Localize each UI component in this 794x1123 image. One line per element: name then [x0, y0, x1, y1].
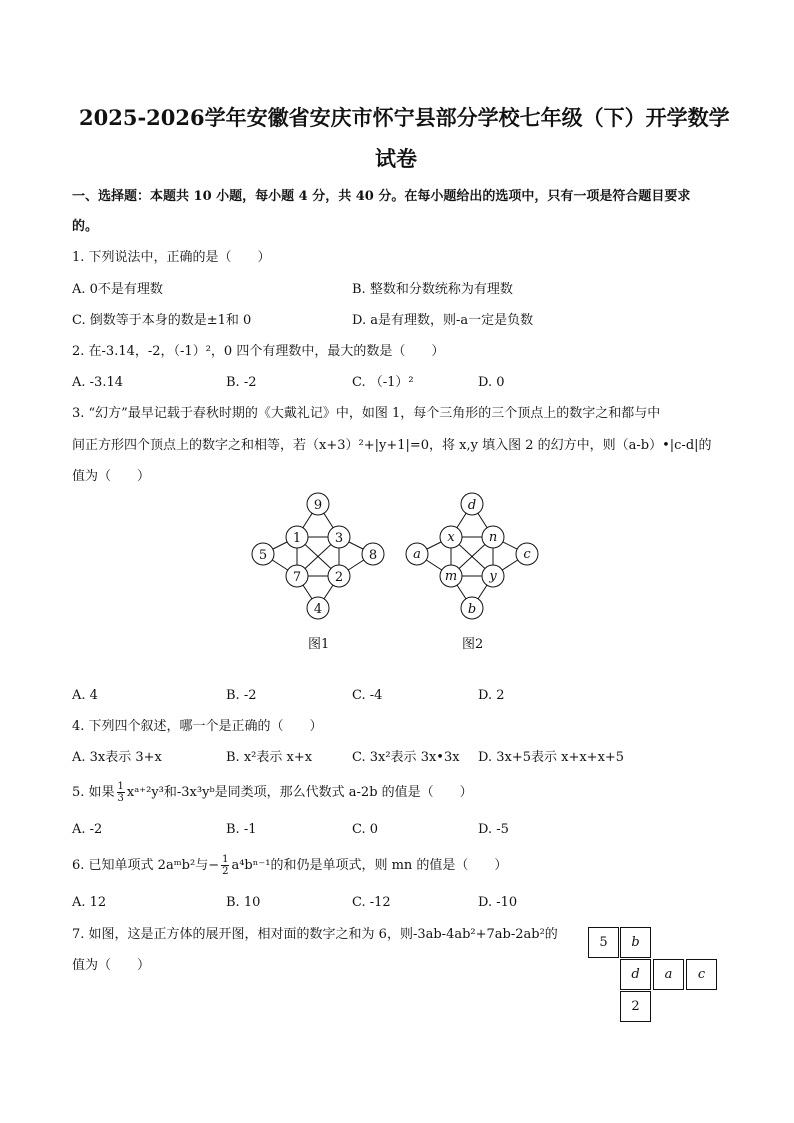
section-heading-line-1: 一、选择题：本题共 10 小题，每小题 4 分，共 40 分。在每小题给出的选项中，只有一项是符合题目要求 — [72, 189, 691, 204]
q1-option-c: C. 倒数等于本身的数是±1和 0 — [72, 313, 252, 328]
title-line-2: 试卷 — [375, 146, 417, 171]
fig1-node-top: 9 — [313, 498, 323, 513]
fig2-node-right: c — [523, 547, 531, 562]
cube-net-cell-1: 5 — [588, 927, 619, 958]
q6-option-c: C. -12 — [352, 895, 391, 910]
fig1-node-right: 8 — [368, 548, 378, 563]
cube-net-cell-2: b — [620, 927, 651, 958]
magic-square-figure-1 — [245, 490, 395, 620]
q4-option-a: A. 3x表示 3+x — [72, 750, 162, 765]
q6-fraction-denominator: 2 — [222, 866, 229, 877]
q2-option-a: A. -3.14 — [72, 375, 123, 390]
q5-stem — [72, 780, 473, 806]
magic-square-figure-2 — [399, 490, 549, 620]
q3-option-a: A. 4 — [72, 688, 98, 703]
q5-option-b: B. -1 — [226, 822, 257, 837]
q4-option-d: D. 3x+5表示 x+x+x+5 — [478, 750, 625, 765]
fig2-node-top: d — [467, 498, 477, 513]
fig1-node-bottom-left: 7 — [292, 570, 302, 585]
fig1-node-top-left: 1 — [292, 531, 302, 546]
q4-option-b: B. x²表示 x+x — [226, 750, 313, 765]
section-heading-line-2: 的。 — [72, 219, 99, 234]
fig2-node-bottom-right: y — [489, 569, 497, 584]
q1-option-b: B. 整数和分数统称为有理数 — [352, 282, 513, 297]
q3-stem-line-2: 间正方形四个顶点上的数字之和相等，若（x+3）²+|y+1|=0，将 x,y 填入图 2 的幻方中，则（a-b）•|c-d|的 — [72, 438, 712, 453]
fig2-node-top-left: x — [447, 530, 455, 545]
fig2-node-left: a — [413, 547, 421, 562]
q4-stem: 4. 下列四个叙述，哪一个是正确的（ ） — [72, 719, 323, 734]
cube-net-cell-4: a — [653, 959, 684, 990]
fig1-caption: 图1 — [308, 637, 330, 652]
q6-option-d: D. -10 — [478, 895, 518, 910]
q5-fraction — [117, 781, 125, 804]
q4-option-c: C. 3x²表示 3x•3x — [352, 750, 460, 765]
q3-option-b: B. -2 — [226, 688, 257, 703]
q6-option-a: A. 12 — [72, 895, 107, 910]
q1-stem: 1. 下列说法中，正确的是（ ） — [72, 250, 271, 265]
q1-option-d: D. a是有理数，则-a一定是负数 — [352, 313, 534, 328]
fig2-caption: 图2 — [462, 637, 484, 652]
q6-fraction — [221, 854, 229, 877]
q3-stem-line-3: 值为（ ） — [72, 469, 151, 484]
q5-fraction-denominator: 3 — [117, 793, 124, 804]
fig2-node-bottom-left: m — [444, 569, 458, 584]
q7-stem-line-2: 值为（ ） — [72, 958, 151, 973]
q5-fraction-numerator: 1 — [117, 781, 124, 792]
q6-option-b: B. 10 — [226, 895, 261, 910]
q2-option-b: B. -2 — [226, 375, 257, 390]
q2-option-c: C. （-1）² — [352, 375, 414, 390]
fig1-node-left: 5 — [258, 548, 268, 563]
q3-option-d: D. 2 — [478, 688, 505, 703]
fig2-node-bottom: b — [467, 602, 477, 617]
q5-option-a: A. -2 — [72, 822, 103, 837]
q1-option-a: A. 0不是有理数 — [72, 282, 163, 297]
q7-stem-line-1: 7. 如图，这是正方体的展开图，相对面的数字之和为 6，则-3ab-4ab²+7ab-2ab²的 — [72, 927, 558, 942]
cube-net-cell-6: 2 — [620, 991, 651, 1022]
q3-option-c: C. -4 — [352, 688, 383, 703]
q6-prefix: 6. 已知单项式 2aᵐb²与− — [72, 858, 220, 873]
fig1-node-top-right: 3 — [334, 531, 344, 546]
cube-net-cell-3: d — [620, 959, 651, 990]
q5-expression: xᵃ⁺²y³和-3x³yᵇ是同类项，那么代数式 a-2b 的值是（ ） — [126, 785, 473, 800]
q6-fraction-numerator: 1 — [222, 854, 229, 865]
fig1-node-bottom-right: 2 — [334, 570, 344, 585]
title-line-1: 2025-2026学年安徽省安庆市怀宁县部分学校七年级（下）开学数学 — [79, 105, 730, 130]
q3-stem-line-1: 3. “幻方”最早记载于春秋时期的《大戴礼记》中，如图 1，每个三角形的三个顶点上的数字之和都与中 — [72, 406, 661, 421]
fig1-node-bottom: 4 — [313, 602, 323, 617]
q6-stem — [72, 853, 507, 879]
cube-net-cell-5: c — [686, 959, 717, 990]
q2-option-d: D. 0 — [478, 375, 505, 390]
fig2-node-top-right: n — [488, 530, 498, 545]
q5-prefix: 5. 如果 — [72, 785, 115, 800]
q5-option-c: C. 0 — [352, 822, 379, 837]
q5-option-d: D. -5 — [478, 822, 509, 837]
q2-stem: 2. 在-3.14，-2，（-1）²，0 四个有理数中，最大的数是（ ） — [72, 344, 445, 359]
q6-expression: a⁴bⁿ⁻¹的和仍是单项式，则 mn 的值是（ ） — [231, 858, 508, 873]
